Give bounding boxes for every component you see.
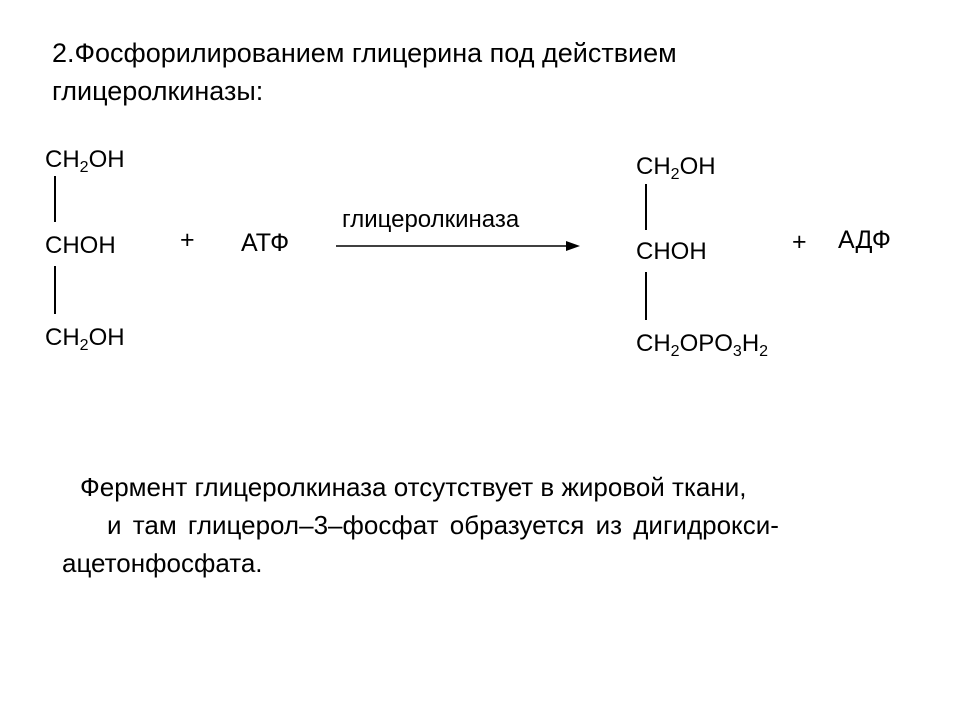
reactant-top-group: $CH_2OH$ [45, 146, 125, 176]
reactant-middle-group: CHOH [45, 232, 116, 259]
slide-title [52, 34, 677, 110]
enzyme-label: глицеролкиназа [342, 206, 520, 233]
plus-right: + [792, 228, 807, 256]
note-line-3: ацетонфосфата. [62, 548, 263, 578]
reactant-bond-upper [54, 176, 56, 222]
reactant-bottom-group: $CH_2OH$ [45, 324, 125, 354]
product-top-group: $CH_2OH$ [636, 153, 716, 183]
coproduct-adp: АДФ [838, 226, 891, 254]
reaction-arrow-icon [334, 236, 584, 256]
cosubstrate-atp: АТФ [241, 229, 290, 257]
title-line-2: глицеролкиназы: [52, 76, 264, 106]
reactant-bond-lower [54, 266, 56, 314]
plus-left: + [180, 226, 195, 254]
note-line-1: Фермент глицеролкиназа отсутствует в жировой ткани, [80, 472, 747, 502]
title-line-1: 2.Фосфорилированием глицерина под действием [52, 38, 677, 68]
note-line-2: и там глицерол–3–фосфат образуется из дигидрокси- [107, 510, 779, 540]
product-bond-upper [645, 184, 647, 230]
product-bond-lower [645, 272, 647, 320]
product-bottom-group: $CH_2OPO_3H_2$ [636, 330, 769, 360]
product-middle-group: CHOH [636, 238, 707, 265]
